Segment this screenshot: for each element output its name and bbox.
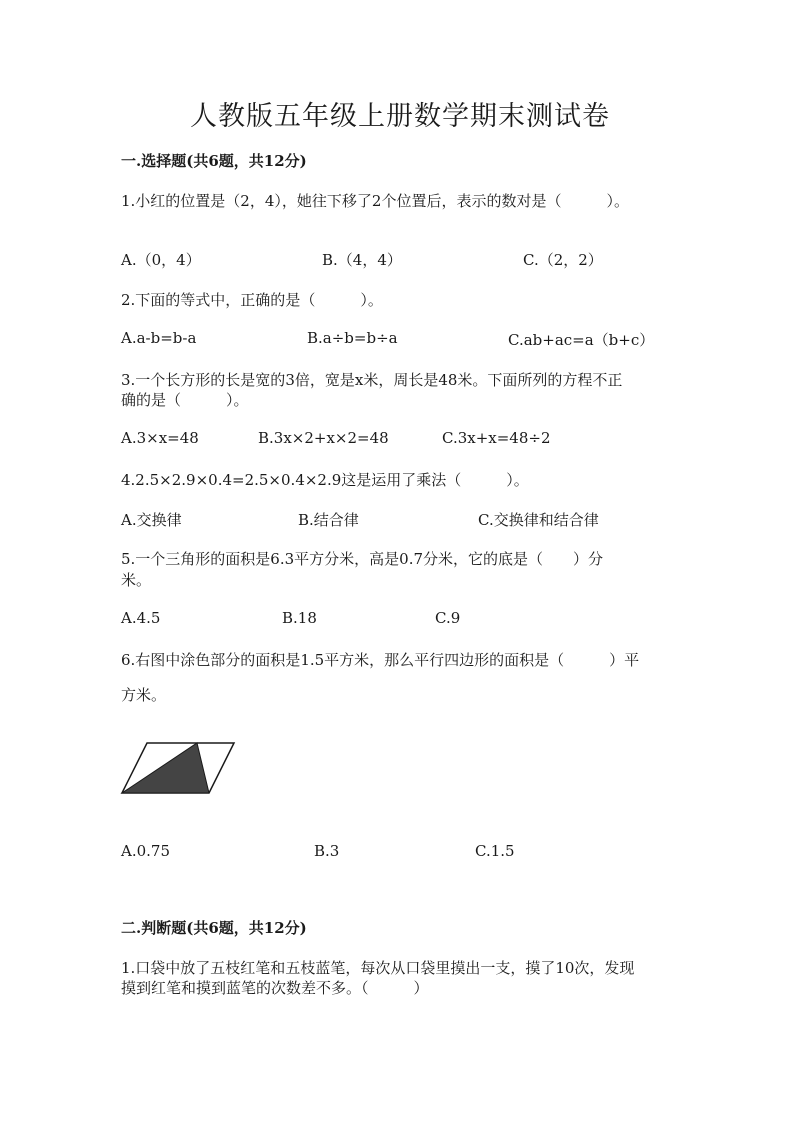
- question-1-option-b: B.（4，4）: [322, 251, 402, 269]
- question-4-stem: 4.2.5×2.9×0.4=2.5×0.4×2.9这是运用了乘法（ ）。: [121, 471, 529, 489]
- parallelogram-figure: [120, 740, 238, 796]
- question-5-stem-line-2: 米。: [121, 571, 152, 589]
- question-2-option-a: A.a-b=b-a: [121, 329, 197, 347]
- question-4-option-c: C.交换律和结合律: [478, 511, 599, 529]
- question-3-option-c: C.3x+x=48÷2: [442, 429, 551, 447]
- question-3-stem-line-2: 确的是（ ）。: [121, 391, 249, 409]
- section-heading-judge: 二.判断题(共6题，共12分): [121, 919, 307, 937]
- question-5-option-a: A.4.5: [121, 609, 161, 627]
- question-6-stem-line-2: 方米。: [121, 686, 167, 704]
- question-1-option-c: C.（2，2）: [523, 251, 603, 269]
- question-5-stem-line-1: 5.一个三角形的面积是6.3平方分米，高是0.7分米，它的底是（ ）分: [121, 550, 604, 568]
- page-title: 人教版五年级上册数学期末测试卷: [190, 101, 610, 132]
- question-2-stem: 2.下面的等式中，正确的是（ ）。: [121, 291, 383, 309]
- question-3-stem-line-1: 3.一个长方形的长是宽的3倍，宽是x米，周长是48米。下面所列的方程不正: [121, 371, 623, 389]
- question-2-option-c: C.ab+ac=a（b+c）: [508, 331, 655, 349]
- question-6-option-a: A.0.75: [121, 842, 170, 860]
- question-1-stem: 1.小红的位置是（2，4），她往下移了2个位置后，表示的数对是（ ）。: [121, 192, 629, 210]
- question-2-option-b: B.a÷b=b÷a: [307, 329, 398, 347]
- question-6-stem-line-1: 6.右图中涂色部分的面积是1.5平方米，那么平行四边形的面积是（ ）平: [121, 651, 640, 669]
- question-6-option-b: B.3: [314, 842, 340, 860]
- question-5-option-b: B.18: [282, 609, 317, 627]
- section-heading-choice: 一.选择题(共6题，共12分): [121, 152, 307, 170]
- question-1-option-a: A.（0，4）: [121, 251, 201, 269]
- question-3-option-b: B.3x×2+x×2=48: [258, 429, 389, 447]
- question-4-option-b: B.结合律: [298, 511, 359, 529]
- question-5-option-c: C.9: [435, 609, 461, 627]
- question-4-option-a: A.交换律: [121, 511, 182, 529]
- question-3-option-a: A.3×x=48: [121, 429, 199, 447]
- judge-question-1-stem-line-1: 1.口袋中放了五枝红笔和五枝蓝笔，每次从口袋里摸出一支，摸了10次，发现: [121, 959, 635, 977]
- judge-question-1-stem-line-2: 摸到红笔和摸到蓝笔的次数差不多。（ ）: [121, 979, 429, 997]
- question-6-option-c: C.1.5: [475, 842, 515, 860]
